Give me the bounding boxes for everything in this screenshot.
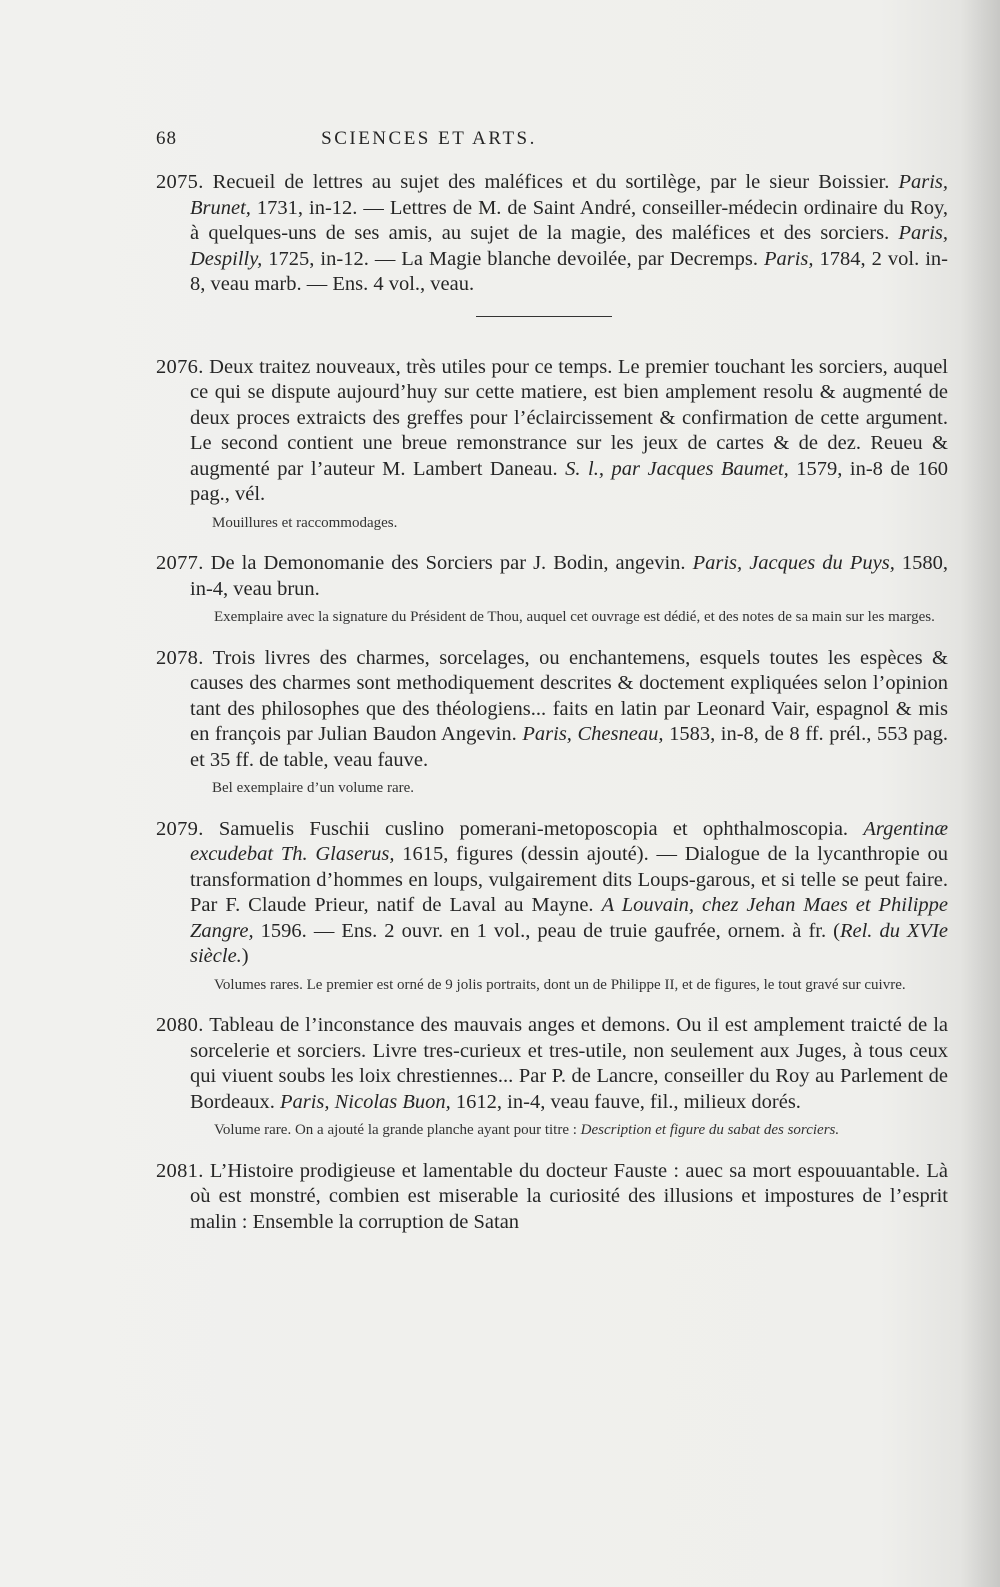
page-edge-shadow [960,0,1000,1587]
italic-text: S. l., par Jacques Baumet, [565,457,789,480]
text-run: 1596. — Ens. 2 ouvr. en 1 vol., peau de truie gaufrée, ornem. à fr. ( [253,919,840,942]
catalogue-entry-2080 [156,1013,948,1115]
entry-text [190,552,948,600]
italic-text: Paris, Brunet, [190,171,948,219]
entry-note [190,608,948,628]
running-head: SCIENCES ET ARTS. [321,128,537,149]
entry-number: 2076. [156,355,204,378]
text-run: 1615, figures (dessin ajouté). — Dialogue de la lycanthropie ou transformation d’hommes en loups, vulgairement dits Loups-garous, et si telle se peut faire. Par F. Claude Prieur, natif de Laval au Mayne. [190,843,949,916]
text-run: ) [241,945,249,967]
catalogue-entry-2079 [156,817,948,970]
entry-text [190,356,948,506]
entry-note [190,1121,948,1141]
italic-text: Argentinæ excudebat Th. Glaserus, [190,817,948,865]
catalogue-entries [156,170,948,1235]
italic-text: Paris, [763,247,814,270]
catalogue-entry-2081 [156,1159,948,1236]
text-run: Exemplaire avec la signature du Président de Thou, auquel cet ouvrage est dédié, et des notes de sa main sur les marges. [214,609,935,625]
italic-text: Paris, Jacques du Puys, [692,552,895,574]
text-run: Samuelis Fuschii cuslino pomerani-metoposcopia et ophthalmoscopia. [203,817,864,840]
text-run: Volume rare. On a ajouté la grande planche ayant pour titre : [214,1122,581,1138]
entry-number: 2079. [156,817,204,840]
text-run: Mouillures et raccommodages. [212,514,398,531]
page-number: 68 [156,128,177,149]
entry-text [190,818,948,968]
text-run: Tableau de l’inconstance des mauvais anges et demons. Ou il est amplement traicté de la sorcelerie et sorciers. Livre tres-curieux et tres-utile, non seulement aux Juges, à tous ceux qui viuent soubs les loix chrestiennes... Par P. de Lancre, conseiller du Roy au Parlement de Bordeaux. [190,1014,948,1113]
text-run: 1725, in-12. — La Magie blanche devoilée, par Decremps. [262,247,764,270]
entry-note [190,514,948,534]
text-run: Volumes rares. Le premier est orné de 9 jolis portraits, dont un de Philippe II, et de figures, le tout gravé sur cuivre. [214,976,906,993]
italic-text: Paris, Despilly, [190,222,948,270]
text-run: De la Demonomanie des Sorciers par J. Bodin, angevin. [203,552,693,574]
text-run: L’Histoire prodigieuse et lamentable du docteur Fauste : auec sa mort espouuantable. Là où est monstré, combien est miserable la curiosité des illusions et impostures de l’esprit malin : Ensemble la corruption de Satan [190,1159,948,1233]
entry-text [190,1014,948,1113]
entry-number: 2078. [156,646,204,669]
text-run: 1580, in-4, veau brun. [190,552,949,600]
catalogue-entry-2078 [156,646,948,774]
entry-number: 2077. [156,552,204,574]
italic-text: Paris, Nicolas Buon, [279,1090,451,1113]
catalogue-entry-2077 [156,551,948,602]
text-run: 1784, 2 vol. in-8, veau marb. — Ens. 4 vol., veau. [190,247,948,295]
text-run: 1612, in-4, veau fauve, fil., milieux dorés. [450,1090,801,1113]
text-run: Recueil de lettres au sujet des maléfices et du sortilège, par le sieur Boissier. [203,171,899,193]
entry-text [190,1160,948,1233]
entry-text [190,171,948,295]
text-run: 1731, in-12. — Lettres de M. de Saint André, conseiller-médecin ordinaire du Roy, à quelques-uns de ses amis, au sujet de la magie, des maléfices et des sorciers. [190,196,948,244]
text-run: 1583, in-8, de 8 ff. prél., 553 pag. et 35 ff. de table, veau fauve. [190,723,949,771]
catalogue-entry-2076 [156,355,948,508]
italic-text: Paris, Chesneau, [522,723,664,745]
entry-note [190,779,948,799]
catalogue-entry-2075 [156,170,948,298]
italic-text: Description et figure du sabat des sorciers. [580,1122,840,1138]
entry-number: 2081. [156,1159,204,1182]
entry-number: 2075. [156,171,204,193]
page-header [156,128,662,158]
entry-number: 2080. [156,1014,204,1036]
text-run: Deux traitez nouveaux, très utiles pour ce temps. Le premier touchant les sorciers, auquel ce qui se dispute aujourd’huy sur cette matiere, est bien amplement resolu & augmenté de deux proces extraicts des greffes pour l’éclaircissement & confirmation de cette argument. Le second contient une breue remonstrance sur les jeux de cartes & de dez. Reueu & augmenté par l’auteur M. Lambert Daneau. [190,355,948,480]
italic-text: A Louvain, chez Jehan Maes et Philippe Zangre, [190,894,948,942]
text-run: Bel exemplaire d’un volume rare. [212,780,415,796]
text-run: Trois livres des charmes, sorcelages, ou enchantemens, esquels toutes les espèces & causes des charmes sont methodiquement descrites & doctement expliquées selon l’opinion tant des philosophes que des théologiens... faits en latin par Leonard Vair, espagnol & mis en françois par Julian Baudon Angevin. [190,646,948,745]
entry-note [190,976,948,996]
entry-text [190,647,948,771]
text-run: 1579, in-8 de 160 pag., vél. [190,457,949,505]
italic-text: Rel. du XVIe siècle. [190,919,948,967]
